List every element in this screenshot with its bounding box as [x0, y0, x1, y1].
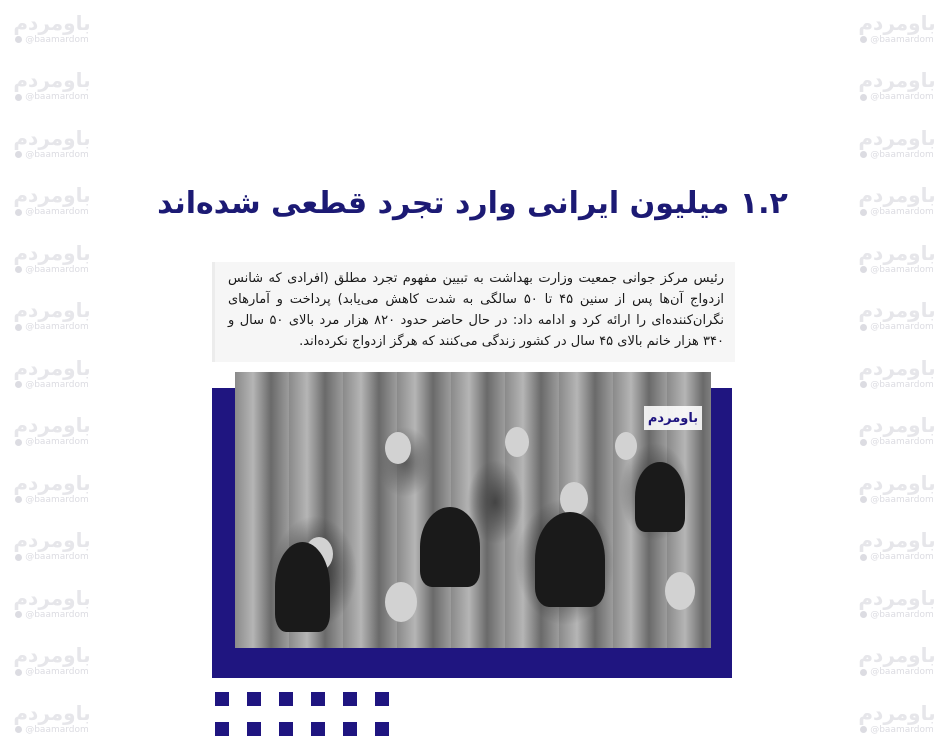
photo-figure: [505, 427, 529, 457]
watermark-logo: باومردم: [858, 240, 936, 265]
watermark-logo: باومردم: [858, 585, 936, 610]
watermark-logo: باومردم: [858, 413, 936, 437]
watermark-logo: باومردم: [858, 355, 936, 380]
telegram-icon: [15, 496, 22, 503]
watermark-column-right: [845, 0, 945, 756]
watermark-tile: [4, 466, 100, 510]
watermark-tile: [4, 639, 100, 683]
telegram-icon: [860, 611, 867, 618]
watermark-tile: [4, 409, 100, 453]
photo-logo: باومردم: [644, 406, 702, 430]
watermark-logo: باومردم: [858, 470, 936, 495]
telegram-icon: [15, 554, 22, 561]
watermark-handle: [15, 667, 89, 677]
watermark-logo: باومردم: [13, 700, 91, 725]
watermark-logo: باومردم: [13, 413, 91, 437]
watermark-handle: [15, 495, 89, 505]
watermark-logo: باومردم: [858, 68, 936, 92]
telegram-icon: [860, 151, 867, 158]
watermark-handle: [15, 610, 89, 620]
watermark-handle-text: @baamardom: [25, 667, 89, 677]
watermark-handle: [860, 552, 934, 562]
telegram-icon: [15, 439, 22, 446]
watermark-logo: باومردم: [858, 10, 936, 35]
watermark-tile: [849, 639, 945, 683]
watermark-handle: [15, 150, 89, 160]
decorative-dot: [279, 722, 293, 736]
watermark-logo: باومردم: [858, 643, 936, 667]
watermark-handle-text: @baamardom: [870, 609, 934, 620]
telegram-icon: [15, 669, 22, 676]
telegram-icon: [860, 266, 867, 273]
watermark-logo: باومردم: [858, 700, 936, 725]
watermark-handle-text: @baamardom: [870, 437, 934, 447]
watermark-handle-text: @baamardom: [870, 322, 934, 332]
photo-figure: [615, 432, 637, 460]
watermark-handle-text: @baamardom: [25, 379, 89, 390]
watermark-handle-text: @baamardom: [870, 379, 934, 390]
watermark-tile: [4, 64, 100, 108]
watermark-tile: [849, 236, 945, 280]
watermark-handle-text: @baamardom: [870, 667, 934, 677]
watermark-handle: [860, 35, 934, 45]
watermark-handle: [15, 437, 89, 447]
decorative-dot: [247, 722, 261, 736]
telegram-icon: [15, 94, 22, 101]
watermark-logo: باومردم: [13, 298, 91, 322]
watermark-logo: باومردم: [858, 528, 936, 552]
watermark-handle: [860, 610, 934, 620]
watermark-handle: [860, 150, 934, 160]
watermark-tile: [4, 524, 100, 568]
watermark-logo: باومردم: [13, 125, 91, 150]
decorative-dot: [215, 722, 229, 736]
watermark-tile: [4, 179, 100, 223]
watermark-handle-text: @baamardom: [25, 552, 89, 562]
telegram-icon: [860, 439, 867, 446]
watermark-logo: باومردم: [13, 240, 91, 265]
decorative-dot: [215, 692, 229, 706]
telegram-icon: [860, 496, 867, 503]
decorative-dot: [375, 692, 389, 706]
watermark-handle: [860, 92, 934, 102]
watermark-tile: [849, 294, 945, 338]
watermark-handle-text: @baamardom: [870, 552, 934, 562]
watermark-handle-text: @baamardom: [870, 724, 934, 735]
watermark-handle-text: @baamardom: [25, 149, 89, 160]
watermark-handle: [860, 437, 934, 447]
telegram-icon: [15, 381, 22, 388]
watermark-handle-text: @baamardom: [25, 437, 89, 447]
watermark-column-left: [0, 0, 100, 756]
decorative-dot: [343, 722, 357, 736]
telegram-icon: [860, 209, 867, 216]
decorative-dot: [279, 692, 293, 706]
watermark-logo: باومردم: [13, 643, 91, 667]
photo-figure: [420, 507, 480, 587]
watermark-handle: [860, 322, 934, 332]
watermark-logo: باومردم: [13, 355, 91, 380]
watermark-handle: [15, 265, 89, 275]
decorative-dot: [247, 692, 261, 706]
photo-figure: [385, 432, 411, 464]
watermark-tile: [849, 696, 945, 740]
watermark-handle: [860, 265, 934, 275]
watermark-handle-text: @baamardom: [25, 322, 89, 332]
watermark-logo: باومردم: [858, 125, 936, 150]
watermark-handle-text: @baamardom: [870, 494, 934, 505]
watermark-tile: [4, 6, 100, 50]
watermark-handle-text: @baamardom: [25, 264, 89, 275]
watermark-tile: [849, 121, 945, 165]
watermark-tile: [849, 179, 945, 223]
watermark-handle: [860, 725, 934, 735]
watermark-handle-text: @baamardom: [25, 494, 89, 505]
watermark-logo: باومردم: [13, 585, 91, 610]
watermark-tile: [849, 351, 945, 395]
watermark-handle-text: @baamardom: [870, 92, 934, 102]
watermark-handle-text: @baamardom: [25, 34, 89, 45]
photo-figure: [635, 462, 685, 532]
watermark-tile: [849, 409, 945, 453]
telegram-icon: [15, 324, 22, 331]
telegram-icon: [860, 669, 867, 676]
photo-figure: [665, 572, 695, 610]
watermark-handle: [15, 35, 89, 45]
watermark-logo: باومردم: [13, 68, 91, 92]
watermark-handle: [15, 207, 89, 217]
watermark-tile: [4, 581, 100, 625]
watermark-handle-text: @baamardom: [25, 207, 89, 217]
watermark-tile: [4, 696, 100, 740]
watermark-handle-text: @baamardom: [25, 724, 89, 735]
photo-figure: [560, 482, 588, 516]
watermark-handle: [15, 725, 89, 735]
watermark-logo: باومردم: [13, 528, 91, 552]
crowd-photo: [235, 372, 711, 648]
telegram-icon: [15, 151, 22, 158]
watermark-handle: [860, 380, 934, 390]
watermark-tile: [849, 581, 945, 625]
watermark-tile: [4, 294, 100, 338]
watermark-handle: [860, 667, 934, 677]
watermark-logo: باومردم: [858, 298, 936, 322]
photo-figure: [535, 512, 605, 607]
watermark-tile: [4, 121, 100, 165]
telegram-icon: [15, 611, 22, 618]
watermark-handle: [860, 207, 934, 217]
decorative-dot: [311, 692, 325, 706]
watermark-handle-text: @baamardom: [870, 264, 934, 275]
telegram-icon: [860, 94, 867, 101]
watermark-tile: [849, 64, 945, 108]
decorative-dots: [215, 692, 395, 740]
watermark-tile: [849, 524, 945, 568]
headline: ۱.۲ میلیون ایرانی وارد تجرد قطعی شده‌اند: [157, 186, 788, 221]
watermark-handle: [15, 92, 89, 102]
photo-figure: [275, 542, 330, 632]
watermark-handle: [15, 552, 89, 562]
watermark-tile: [849, 466, 945, 510]
photo-figure: [385, 582, 417, 622]
watermark-handle: [15, 380, 89, 390]
telegram-icon: [860, 324, 867, 331]
telegram-icon: [860, 554, 867, 561]
watermark-tile: [4, 351, 100, 395]
decorative-dot: [311, 722, 325, 736]
body-text: رئیس مرکز جوانی جمعیت وزارت بهداشت به تبیین مفهوم تجرد مطلق (افرادی که شانس ازدواج آن‌ها پس از سنین ۴۵ تا ۵۰ سالگی به شدت کاهش می‌یابد) پرداخت و آمارهای نگران‌کننده‌ای را ارائه کرد و ادامه داد: در حال حاضر حدود ۸۲۰ هزار مرد بالای ۵۰ سال و ۳۴۰ هزار خانم بالای ۴۵ سال در کشور زندگی می‌کنند که هرگز ازدواج نکرده‌اند.: [228, 271, 725, 349]
telegram-icon: [860, 36, 867, 43]
watermark-handle-text: @baamardom: [870, 207, 934, 217]
telegram-icon: [15, 209, 22, 216]
telegram-icon: [15, 266, 22, 273]
watermark-handle: [860, 495, 934, 505]
watermark-tile: [849, 6, 945, 50]
watermark-handle-text: @baamardom: [870, 149, 934, 160]
watermark-logo: باومردم: [13, 10, 91, 35]
watermark-logo: باومردم: [13, 470, 91, 495]
watermark-handle-text: @baamardom: [25, 609, 89, 620]
decorative-dot: [375, 722, 389, 736]
telegram-icon: [860, 726, 867, 733]
watermark-logo: باومردم: [13, 183, 91, 207]
watermark-handle-text: @baamardom: [25, 92, 89, 102]
telegram-icon: [15, 36, 22, 43]
watermark-logo: باومردم: [858, 183, 936, 207]
telegram-icon: [860, 381, 867, 388]
watermark-tile: [4, 236, 100, 280]
decorative-dot: [343, 692, 357, 706]
telegram-icon: [15, 726, 22, 733]
watermark-handle: [15, 322, 89, 332]
watermark-handle-text: @baamardom: [870, 34, 934, 45]
